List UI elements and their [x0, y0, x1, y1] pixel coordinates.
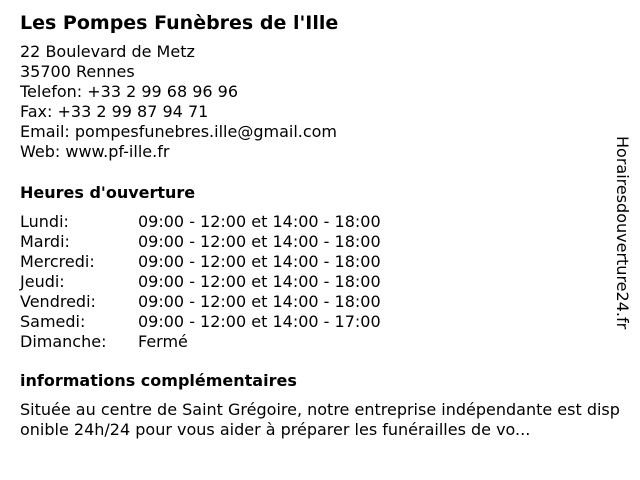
hours-day: Jeudi:: [20, 272, 65, 291]
address-line2: 35700 Rennes: [20, 62, 135, 81]
hours-time: 09:00 - 12:00 et 14:00 - 18:00: [138, 272, 381, 291]
hours-time: 09:00 - 12:00 et 14:00 - 18:00: [138, 232, 381, 251]
business-card: [20, 10, 620, 440]
info-title: informations complémentaires: [20, 371, 297, 390]
hours-day: Mardi:: [20, 232, 70, 251]
hours-table: [20, 212, 620, 352]
web-text: Web: www.pf-ille.fr: [20, 142, 170, 161]
contact-block: [20, 42, 620, 162]
hours-day: Vendredi:: [20, 292, 96, 311]
hours-time: 09:00 - 12:00 et 14:00 - 17:00: [138, 312, 381, 331]
business-name: Les Pompes Funèbres de l'Ille: [20, 12, 339, 34]
hours-day: Dimanche:: [20, 332, 107, 351]
hours-day: Samedi:: [20, 312, 86, 331]
hours-time: 09:00 - 12:00 et 14:00 - 18:00: [138, 252, 381, 271]
phone-text: Telefon: +33 2 99 68 96 96: [20, 82, 239, 101]
hours-row: [20, 332, 620, 352]
hours-row: [20, 292, 620, 312]
sidebar-watermark-text: Horairesdouverture24.fr: [613, 136, 632, 330]
hours-time: 09:00 - 12:00 et 14:00 - 18:00: [138, 292, 381, 311]
hours-time: 09:00 - 12:00 et 14:00 - 18:00: [138, 212, 381, 231]
hours-row: [20, 312, 620, 332]
hours-day: Mercredi:: [20, 252, 95, 271]
hours-title: Heures d'ouverture: [20, 183, 196, 202]
hours-row: [20, 212, 620, 232]
info-text: Située au centre de Saint Grégoire, notre entreprise indépendante est disponible 24h/24 pour vous aider à préparer les funérailles de vo...: [20, 400, 620, 439]
hours-row: [20, 232, 620, 252]
hours-row: [20, 252, 620, 272]
hours-day: Lundi:: [20, 212, 69, 231]
hours-time: Fermé: [138, 332, 188, 351]
fax-text: Fax: +33 2 99 87 94 71: [20, 102, 209, 121]
hours-row: [20, 272, 620, 292]
address-line1: 22 Boulevard de Metz: [20, 42, 195, 61]
email-text: Email: pompesfunebres.ille@gmail.com: [20, 122, 338, 141]
